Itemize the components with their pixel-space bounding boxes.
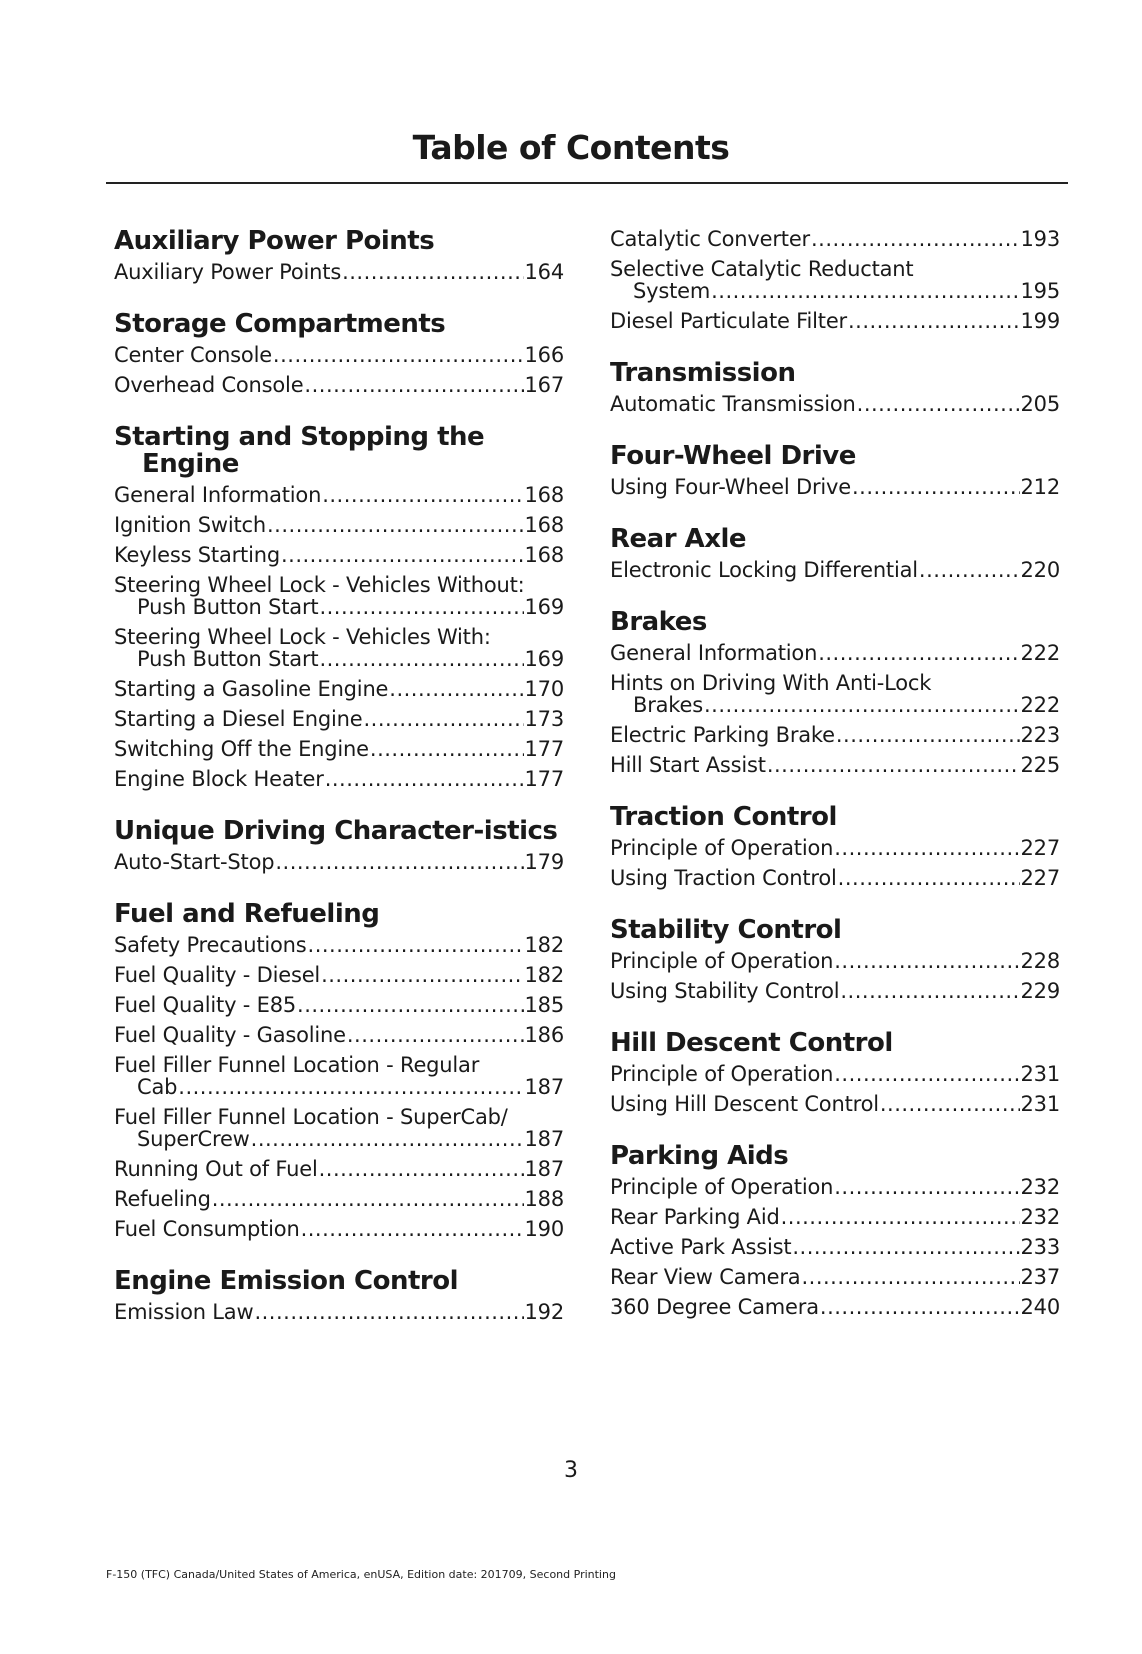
dot-leader [857, 393, 1020, 415]
dot-leader [711, 280, 1019, 302]
toc-entry[interactable] [114, 1188, 564, 1210]
dot-leader [781, 1206, 1020, 1228]
toc-entry-title: Using Stability Control [610, 979, 840, 1003]
section-heading: Stability Control [610, 915, 842, 945]
toc-entry-title: Principle of Operation [610, 1062, 834, 1086]
toc-entry[interactable] [114, 1106, 564, 1150]
toc-entry-page-number: 186 [524, 1023, 564, 1047]
toc-section [114, 1268, 564, 1323]
toc-entry-page-number: 167 [524, 373, 564, 397]
page-title: Table of Contents [412, 128, 730, 167]
toc-entry-page-number: 173 [524, 707, 564, 731]
toc-entry-page-number: 169 [524, 647, 564, 671]
toc-entry-page-number: 168 [524, 513, 564, 537]
toc-entry-title: Rear View Camera [610, 1265, 801, 1289]
dot-leader [838, 867, 1020, 889]
toc-entry-page-number: 205 [1020, 392, 1060, 416]
toc-entry-title: Catalytic Converter [610, 227, 810, 251]
toc-entry-title: Automatic Transmission [610, 392, 856, 416]
dot-leader [301, 1218, 524, 1240]
dot-leader [919, 559, 1020, 581]
toc-entry-title: Switching Off the Engine [114, 737, 369, 761]
toc-entry[interactable] [114, 994, 564, 1016]
toc-entry[interactable] [610, 754, 1060, 776]
toc-entry[interactable] [114, 261, 564, 283]
toc-entry-title: Active Park Assist [610, 1235, 792, 1259]
toc-entry[interactable] [114, 374, 564, 396]
section-heading: Unique Driving Character-istics [114, 816, 558, 846]
dot-leader [251, 1128, 524, 1150]
toc-entry-page-number: 195 [1020, 279, 1060, 303]
toc-entry-title: Principle of Operation [610, 949, 834, 973]
toc-entry-page-number: 228 [1020, 949, 1060, 973]
toc-entry-title: Hill Start Assist [610, 753, 766, 777]
toc-entry-page-number: 222 [1020, 641, 1060, 665]
dot-leader [811, 228, 1020, 250]
dot-leader [880, 1093, 1020, 1115]
toc-entry-page-number: 177 [524, 767, 564, 791]
toc-entry[interactable] [610, 1093, 1060, 1115]
dot-leader [273, 344, 524, 366]
toc-entry-page-number: 166 [524, 343, 564, 367]
toc-entry[interactable] [610, 310, 1060, 332]
toc-entry[interactable] [114, 574, 564, 618]
toc-entry[interactable] [114, 708, 564, 730]
toc-entry[interactable] [610, 672, 1060, 716]
toc-entry-page-number: 227 [1020, 836, 1060, 860]
toc-entry-page-number: 192 [524, 1300, 564, 1324]
toc-entry-page-number: 231 [1020, 1062, 1060, 1086]
dot-leader [178, 1076, 523, 1098]
dot-leader [325, 768, 524, 790]
dot-leader [363, 708, 523, 730]
page-number: 3 [564, 1458, 578, 1483]
toc-entry[interactable] [610, 1296, 1060, 1318]
toc-section [114, 818, 564, 873]
toc-entry-page-number: 212 [1020, 475, 1060, 499]
dot-leader [848, 310, 1020, 332]
dot-leader [818, 642, 1019, 664]
title-divider [106, 182, 1068, 184]
toc-entry[interactable] [610, 642, 1060, 664]
toc-entry-title: Auto-Start-Stop [114, 850, 275, 874]
toc-entry-page-number: 187 [524, 1075, 564, 1099]
dot-leader [834, 1176, 1019, 1198]
toc-entry-title-line: Steering Wheel Lock - Vehicles Without: [114, 573, 525, 597]
toc-entry-title: SuperCrew [137, 1127, 250, 1151]
toc-section [610, 526, 1060, 581]
toc-section [114, 901, 564, 1240]
toc-entry[interactable] [610, 980, 1060, 1002]
toc-entry-title: Using Traction Control [610, 866, 837, 890]
toc-entry-title: Fuel Quality - E85 [114, 993, 297, 1017]
toc-entry-title: Ignition Switch [114, 513, 266, 537]
toc-entry-page-number: 231 [1020, 1092, 1060, 1116]
toc-entry-page-number: 169 [524, 595, 564, 619]
toc-entry-page-number: 177 [524, 737, 564, 761]
toc-entry-title: Fuel Quality - Gasoline [114, 1023, 346, 1047]
toc-entry-title: Auxiliary Power Points [114, 260, 342, 284]
toc-entry-page-number: 222 [1020, 693, 1060, 717]
toc-section [114, 311, 564, 396]
dot-leader [704, 694, 1020, 716]
toc-entry-title: Push Button Start [137, 647, 319, 671]
toc-section [610, 804, 1060, 889]
dot-leader [836, 724, 1020, 746]
toc-entry-title: Emission Law [114, 1300, 254, 1324]
toc-entry[interactable] [610, 724, 1060, 746]
toc-entry[interactable] [610, 476, 1060, 498]
section-heading: Traction Control [610, 802, 837, 832]
toc-left-column [114, 228, 564, 1351]
toc-entry[interactable] [114, 1024, 564, 1046]
section-heading: Transmission [610, 358, 796, 388]
toc-entry-page-number: 182 [524, 933, 564, 957]
dot-leader [281, 544, 524, 566]
toc-entry-page-number: 190 [524, 1217, 564, 1241]
toc-entry-page-number: 168 [524, 483, 564, 507]
toc-entry[interactable] [114, 514, 564, 536]
toc-entry[interactable] [114, 544, 564, 566]
toc-entry-page-number: 185 [524, 993, 564, 1017]
dot-leader [840, 980, 1019, 1002]
toc-entry-page-number: 199 [1020, 309, 1060, 333]
dot-leader [308, 934, 524, 956]
toc-entry-title: Running Out of Fuel [114, 1157, 318, 1181]
toc-entry-title: System [633, 279, 711, 303]
toc-entry[interactable] [114, 484, 564, 506]
dot-leader [322, 484, 523, 506]
toc-entry[interactable] [114, 768, 564, 790]
toc-entry-title-line: Steering Wheel Lock - Vehicles With: [114, 625, 491, 649]
toc-entry[interactable] [610, 1266, 1060, 1288]
dot-leader [834, 1063, 1019, 1085]
toc-entry[interactable] [610, 228, 1060, 250]
dot-leader [820, 1296, 1020, 1318]
dot-leader [254, 1301, 523, 1323]
toc-entry[interactable] [610, 393, 1060, 415]
toc-entry[interactable] [610, 559, 1060, 581]
toc-section [610, 228, 1060, 332]
dot-leader [342, 261, 523, 283]
toc-entry-title: Starting a Diesel Engine [114, 707, 363, 731]
toc-entry-title: Principle of Operation [610, 1175, 834, 1199]
toc-entry[interactable] [114, 738, 564, 760]
toc-entry-title: Electric Parking Brake [610, 723, 835, 747]
toc-entry-page-number: 187 [524, 1157, 564, 1181]
toc-entry-page-number: 232 [1020, 1205, 1060, 1229]
section-heading: Parking Aids [610, 1141, 789, 1171]
toc-entry-title: Overhead Console [114, 373, 304, 397]
toc-entry-page-number: 179 [524, 850, 564, 874]
toc-entry-page-number: 232 [1020, 1175, 1060, 1199]
toc-entry[interactable] [114, 934, 564, 956]
toc-section [610, 609, 1060, 776]
toc-entry-page-number: 187 [524, 1127, 564, 1151]
footer-edition-text: F-150 (TFC) Canada/United States of America, enUSA, Edition date: 201709, Second Printing [106, 1568, 616, 1581]
toc-section [114, 228, 564, 283]
toc-entry-page-number: 229 [1020, 979, 1060, 1003]
toc-entry-title: Keyless Starting [114, 543, 280, 567]
toc-entry[interactable] [114, 851, 564, 873]
toc-entry-title: Refueling [114, 1187, 211, 1211]
toc-entry-title-line: Selective Catalytic Reductant [610, 257, 914, 281]
toc-entry[interactable] [114, 964, 564, 986]
section-heading: Storage Compartments [114, 309, 446, 339]
toc-entry-title-line: Fuel Filler Funnel Location - Regular [114, 1053, 480, 1077]
section-heading: Four-Wheel Drive [610, 441, 856, 471]
dot-leader [319, 596, 523, 618]
toc-section [610, 917, 1060, 1002]
toc-entry[interactable] [610, 1176, 1060, 1198]
toc-entry-page-number: 193 [1020, 227, 1060, 251]
toc-entry-title: Rear Parking Aid [610, 1205, 780, 1229]
toc-entry[interactable] [610, 1236, 1060, 1258]
toc-entry[interactable] [610, 950, 1060, 972]
toc-entry-title: General Information [114, 483, 322, 507]
dot-leader [792, 1236, 1019, 1258]
section-heading: Fuel and Refueling [114, 899, 380, 929]
toc-entry-page-number: 220 [1020, 558, 1060, 582]
toc-entry[interactable] [610, 1063, 1060, 1085]
toc-section [610, 443, 1060, 498]
toc-entry-title: Push Button Start [137, 595, 319, 619]
toc-entry-page-number: 227 [1020, 866, 1060, 890]
section-heading: Engine Emission Control [114, 1266, 459, 1296]
dot-leader [267, 514, 524, 536]
toc-section [610, 1030, 1060, 1115]
toc-entry[interactable] [610, 1206, 1060, 1228]
toc-entry[interactable] [610, 258, 1060, 302]
toc-entry-title: Using Four-Wheel Drive [610, 475, 851, 499]
toc-entry[interactable] [610, 867, 1060, 889]
section-heading: Auxiliary Power Points [114, 226, 435, 256]
toc-entry-title: Brakes [633, 693, 703, 717]
dot-leader [297, 994, 523, 1016]
toc-entry-title-line: Hints on Driving With Anti-Lock [610, 671, 932, 695]
toc-entry[interactable] [114, 1301, 564, 1323]
dot-leader [767, 754, 1020, 776]
toc-entry[interactable] [114, 1054, 564, 1098]
section-heading: Brakes [610, 607, 707, 637]
toc-entry-title: 360 Degree Camera [610, 1295, 819, 1319]
toc-entry-title: Starting a Gasoline Engine [114, 677, 389, 701]
dot-leader [319, 648, 523, 670]
toc-section [610, 1143, 1060, 1318]
toc-entry-page-number: 237 [1020, 1265, 1060, 1289]
toc-entry-page-number: 170 [524, 677, 564, 701]
toc-entry-title: Cab [137, 1075, 178, 1099]
toc-entry[interactable] [610, 837, 1060, 859]
toc-right-column [610, 228, 1060, 1346]
toc-entry-title-line: Fuel Filler Funnel Location - SuperCab/ [114, 1105, 508, 1129]
toc-entry-title: Safety Precautions [114, 933, 307, 957]
toc-entry-title: Center Console [114, 343, 272, 367]
dot-leader [370, 738, 524, 760]
toc-entry-title: Diesel Particulate Filter [610, 309, 847, 333]
toc-entry-title: Fuel Quality - Diesel [114, 963, 321, 987]
section-heading: Rear Axle [610, 524, 747, 554]
dot-leader [275, 851, 523, 873]
dot-leader [347, 1024, 524, 1046]
toc-section [610, 360, 1060, 415]
dot-leader [304, 374, 523, 396]
toc-entry-page-number: 168 [524, 543, 564, 567]
dot-leader [852, 476, 1020, 498]
toc-entry-title: Fuel Consumption [114, 1217, 300, 1241]
toc-entry-title: Principle of Operation [610, 836, 834, 860]
section-heading: Hill Descent Control [610, 1028, 893, 1058]
toc-entry[interactable] [114, 1218, 564, 1240]
toc-entry[interactable] [114, 344, 564, 366]
toc-entry-title: General Information [610, 641, 818, 665]
toc-entry[interactable] [114, 678, 564, 700]
dot-leader [212, 1188, 524, 1210]
toc-entry-title: Electronic Locking Differential [610, 558, 918, 582]
dot-leader [389, 678, 523, 700]
toc-entry-page-number: 182 [524, 963, 564, 987]
toc-entry[interactable] [114, 626, 564, 670]
section-heading: Starting and Stopping the Engine [114, 422, 485, 479]
toc-entry[interactable] [114, 1158, 564, 1180]
toc-entry-page-number: 240 [1020, 1295, 1060, 1319]
toc-entry-page-number: 225 [1020, 753, 1060, 777]
dot-leader [834, 950, 1019, 972]
dot-leader [801, 1266, 1019, 1288]
toc-entry-title: Using Hill Descent Control [610, 1092, 879, 1116]
toc-entry-page-number: 188 [524, 1187, 564, 1211]
toc-entry-title: Engine Block Heater [114, 767, 324, 791]
toc-entry-page-number: 233 [1020, 1235, 1060, 1259]
toc-section [114, 424, 564, 790]
toc-entry-page-number: 223 [1020, 723, 1060, 747]
dot-leader [834, 837, 1019, 859]
dot-leader [321, 964, 523, 986]
dot-leader [319, 1158, 524, 1180]
toc-entry-page-number: 164 [524, 260, 564, 284]
